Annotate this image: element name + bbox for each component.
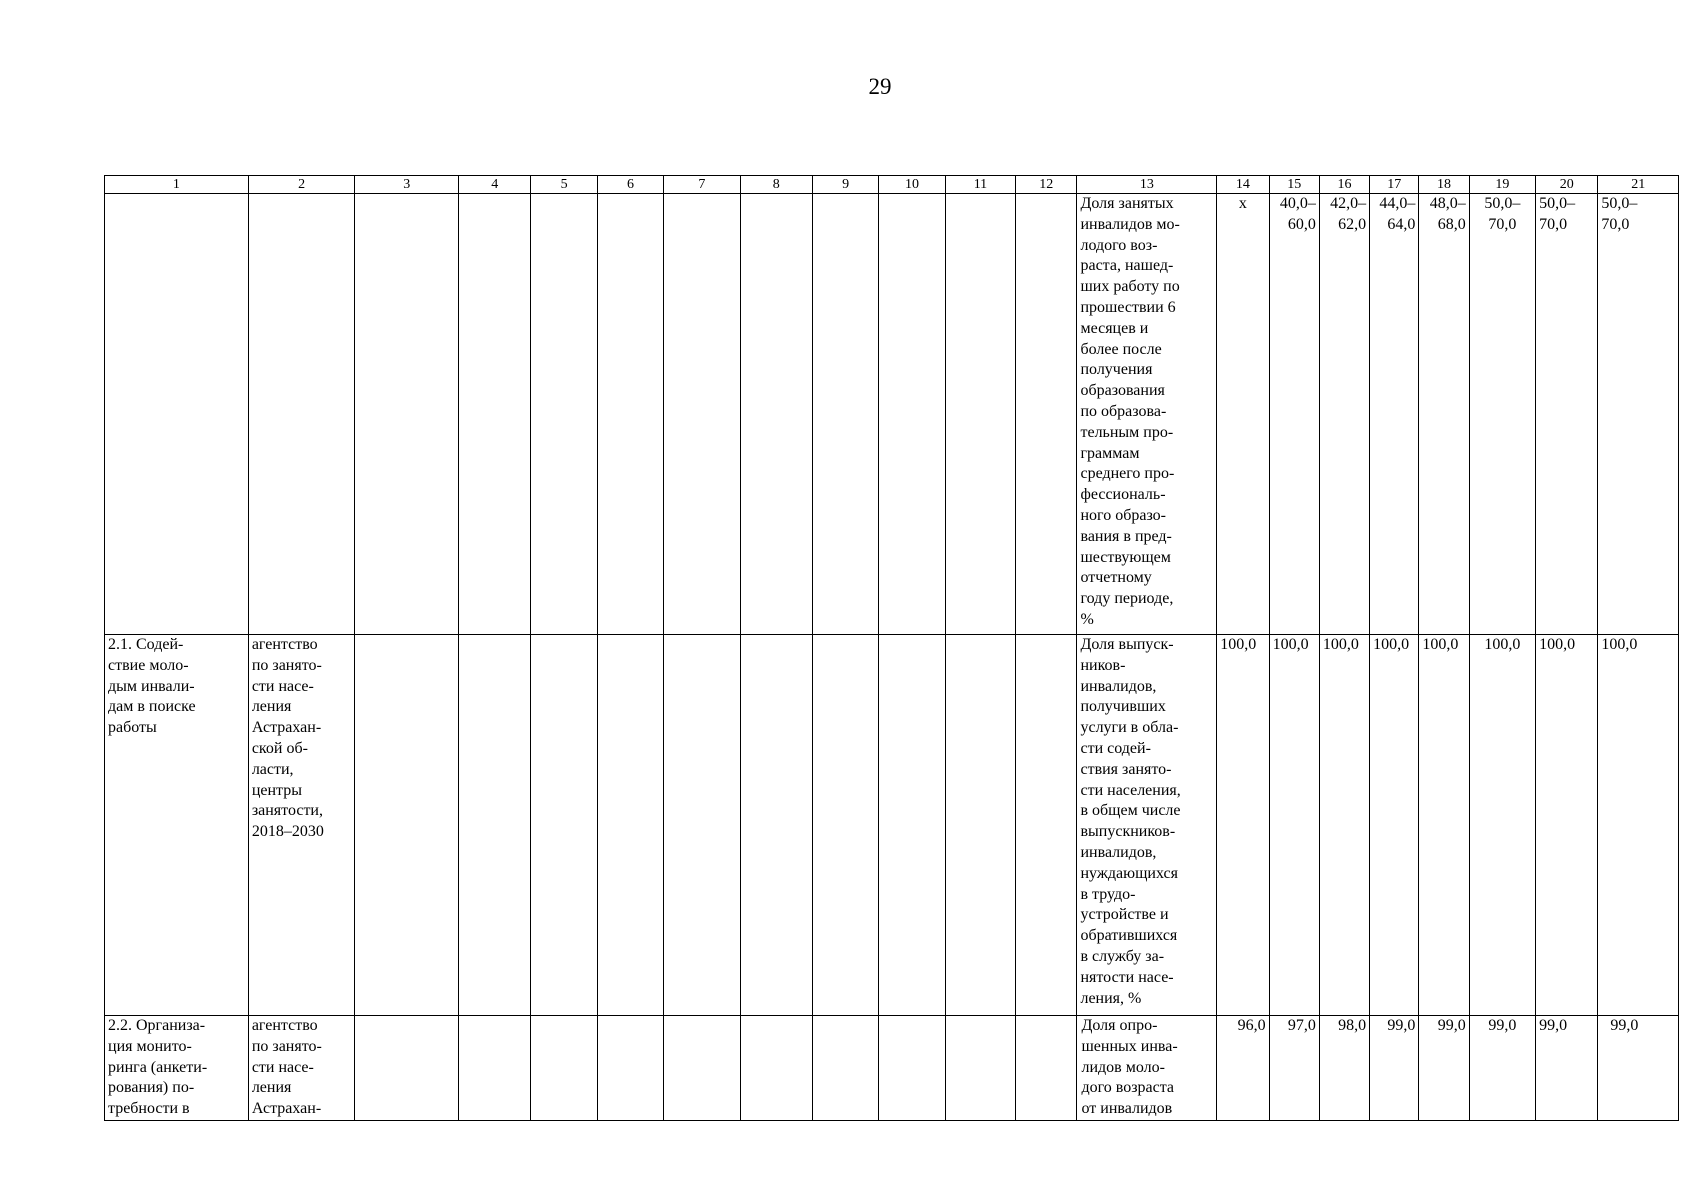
column-header: 13 [1077,176,1217,194]
empty-cell [664,635,740,1016]
empty-cell [879,194,945,635]
value-cell: 100,0 [1269,635,1319,1016]
value-cell: 97,0 [1269,1016,1319,1121]
indicators-table [104,175,1679,1121]
column-header: 14 [1217,176,1269,194]
column-header: 11 [945,176,1015,194]
value-cell: 98,0 [1319,1016,1369,1121]
indicator-cell: Доля опро- шенных инва- лидов моло- дого возраста от инвалидов [1077,1016,1217,1121]
value-cell: 100,0 [1598,635,1679,1016]
empty-cell [879,1016,945,1121]
value-cell: 50,0– 70,0 [1598,194,1679,635]
value-cell: x [1217,194,1269,635]
value-cell: 99,0 [1419,1016,1469,1121]
page-number: 29 [868,74,892,99]
value-cell: 96,0 [1217,1016,1269,1121]
column-header: 5 [531,176,597,194]
empty-cell [459,635,531,1016]
empty-cell [1016,635,1077,1016]
empty-cell [531,194,597,635]
empty-cell [740,635,812,1016]
empty-cell [812,194,878,635]
indicator-cell: Доля выпуск- ников- инвалидов, получивших услуги в обла- сти содей- ствия занято- сти населения, в общем числе выпускников- инвалидов, нуждающихся в трудо- устройстве и обратившихся в службу за- нятости насе- ления, % [1077,635,1217,1016]
executor-cell [248,194,355,635]
empty-cell [945,194,1015,635]
empty-cell [459,194,531,635]
empty-cell [945,1016,1015,1121]
column-header: 16 [1319,176,1369,194]
value-cell: 50,0– 70,0 [1536,194,1598,635]
value-cell: 100,0 [1419,635,1469,1016]
column-header: 6 [597,176,663,194]
table-row [105,194,1679,635]
empty-cell [1016,194,1077,635]
measure-cell: 2.2. Организа- ция монито- ринга (анкети- рования) по- требности в [105,1016,249,1121]
empty-cell [597,1016,663,1121]
value-cell: 100,0 [1370,635,1419,1016]
measure-cell [105,194,249,635]
value-cell: 42,0– 62,0 [1319,194,1369,635]
empty-cell [355,635,459,1016]
column-header: 7 [664,176,740,194]
empty-cell [812,1016,878,1121]
column-header: 17 [1370,176,1419,194]
value-cell: 48,0– 68,0 [1419,194,1469,635]
value-cell: 50,0– 70,0 [1469,194,1535,635]
value-cell: 44,0– 64,0 [1370,194,1419,635]
column-header: 20 [1536,176,1598,194]
value-cell: 40,0– 60,0 [1269,194,1319,635]
measure-cell: 2.1. Содей- ствие моло- дым инвали- дам в поиске работы [105,635,249,1016]
empty-cell [355,194,459,635]
column-header: 4 [459,176,531,194]
value-cell: 100,0 [1319,635,1369,1016]
empty-cell [812,635,878,1016]
empty-cell [1016,1016,1077,1121]
empty-cell [597,194,663,635]
value-cell: 99,0 [1598,1016,1679,1121]
empty-cell [879,635,945,1016]
value-cell: 99,0 [1536,1016,1598,1121]
empty-cell [531,635,597,1016]
empty-cell [664,1016,740,1121]
column-header: 9 [812,176,878,194]
empty-cell [531,1016,597,1121]
empty-cell [355,1016,459,1121]
empty-cell [740,194,812,635]
column-header: 8 [740,176,812,194]
column-number-row [105,176,1679,194]
column-header: 19 [1469,176,1535,194]
empty-cell [459,1016,531,1121]
value-cell: 99,0 [1370,1016,1419,1121]
value-cell: 99,0 [1469,1016,1535,1121]
column-header: 3 [355,176,459,194]
empty-cell [664,194,740,635]
empty-cell [945,635,1015,1016]
indicator-cell: Доля занятых инвалидов мо- лодого воз- раста, нашед- ших работу по прошествии 6 месяцев и более после получения образования по образова- тельным про- граммам среднего про- фессиональ- ного образо- вания в пред- шествующем отчетному году периоде, % [1077,194,1217,635]
column-header: 21 [1598,176,1679,194]
table-row [105,1016,1679,1121]
column-header: 2 [248,176,355,194]
executor-cell: агентство по занято- сти насе- ления Астрахан- ской об- ласти, центры занятости, 2018–2030 [248,635,355,1016]
column-header: 15 [1269,176,1319,194]
value-cell: 100,0 [1536,635,1598,1016]
value-cell: 100,0 [1217,635,1269,1016]
column-header: 18 [1419,176,1469,194]
column-header: 10 [879,176,945,194]
empty-cell [740,1016,812,1121]
table-row [105,635,1679,1016]
value-cell: 100,0 [1469,635,1535,1016]
empty-cell [597,635,663,1016]
column-header: 12 [1016,176,1077,194]
column-header: 1 [105,176,249,194]
executor-cell: агентство по занято- сти насе- ления Астрахан- [248,1016,355,1121]
